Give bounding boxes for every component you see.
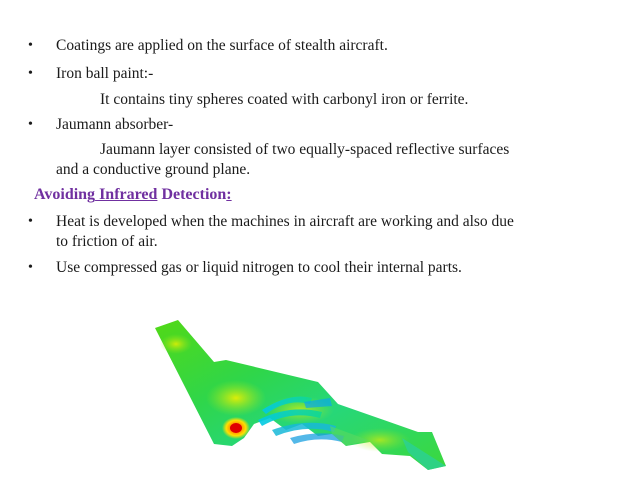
heading-part-4: : <box>226 186 232 203</box>
heading-part-2: Infrared <box>95 186 158 203</box>
bullet-marker: • <box>28 38 33 53</box>
bullet-marker: • <box>28 214 33 229</box>
bullet-marker: • <box>28 117 33 132</box>
bullet-text-cooling: Use compressed gas or liquid nitrogen to cool their internal parts. <box>56 259 462 276</box>
heading-part-3: Detection <box>157 186 227 203</box>
bullet-text-heat-cont: to friction of air. <box>56 233 158 250</box>
bullet-marker: • <box>28 66 33 81</box>
bullet-text-jaumann: Jaumann absorber- <box>56 116 174 133</box>
sub-text-jaumann-2: and a conductive ground plane. <box>56 161 251 178</box>
bullet-text-heat: Heat is developed when the machines in aircraft are working and also due <box>56 213 514 230</box>
bullet-text-coatings: Coatings are applied on the surface of stealth aircraft. <box>56 37 388 54</box>
bullet-text-iron-ball: Iron ball paint:- <box>56 65 154 82</box>
heading-part-1: Avoiding <box>34 186 96 203</box>
bullet-marker: • <box>28 260 33 275</box>
sub-text-jaumann-1: Jaumann layer consisted of two equally-spaced reflective surfaces <box>100 141 510 158</box>
sub-text-iron-ball: It contains tiny spheres coated with carbonyl iron or ferrite. <box>100 91 469 108</box>
